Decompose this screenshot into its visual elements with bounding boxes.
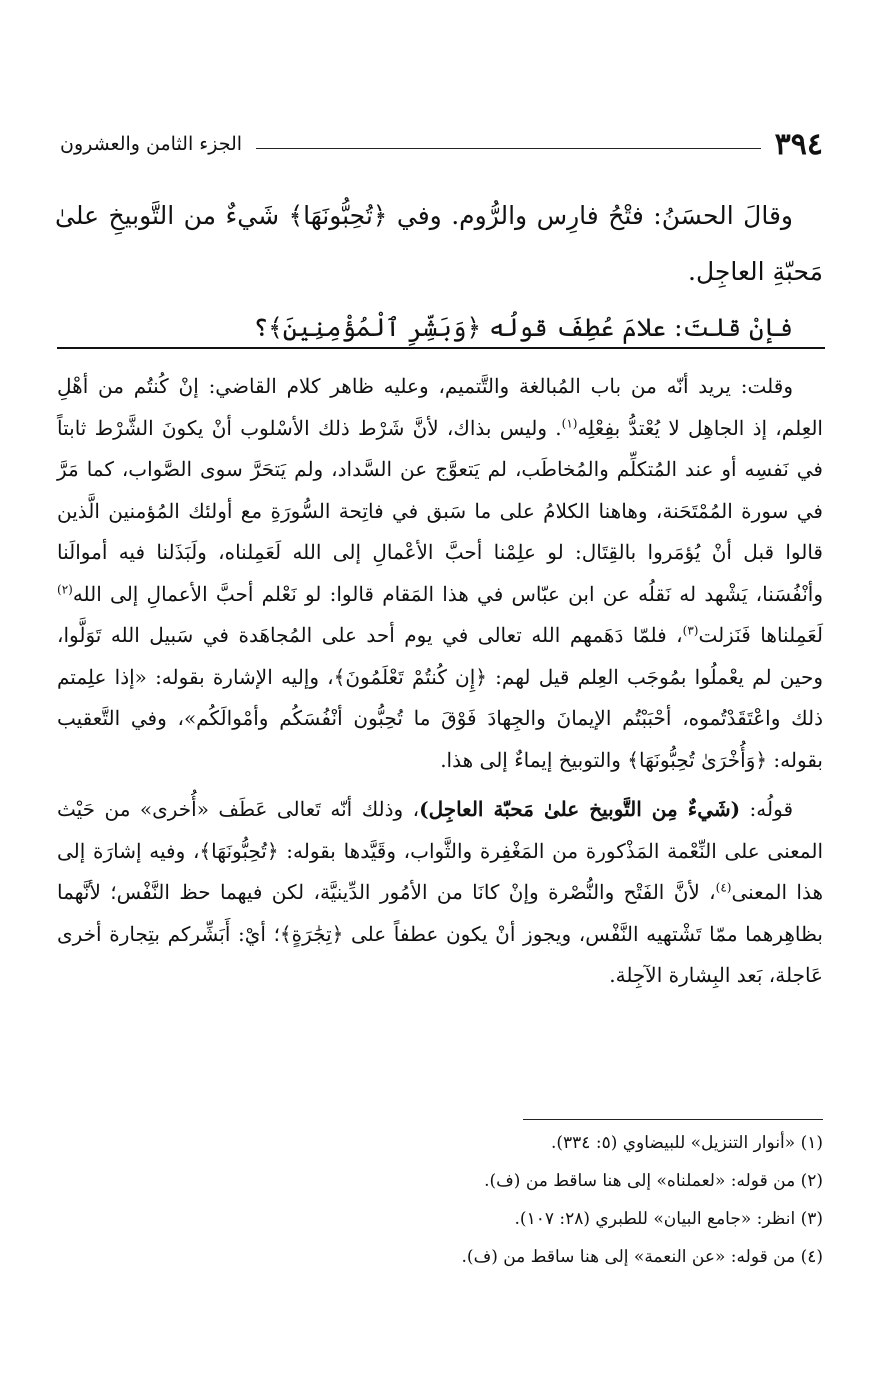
- page-number: ٣٩٤: [774, 126, 823, 162]
- commentary-text: ، وذلك أنّه تَعالى عَطَف «أُخرى» من حَيْث المعنى على النِّعْمة المَذْكورة من المَغْفِرة والثَّواب، وقَيَّدها بقوله: ﴿تُحِبُّونَهَا﴾، وفيه إشارَة إلى هذا المعنى: [57, 797, 824, 904]
- commentary-text: وقلت: يريد أنّه من باب المُبالغة والتَّتميم، وعليه ظاهر كلام القاضي: إنْ كُنتُم من أهْلِ العِلم، إذ الجاهِل لا يُعْتدُّ بفِعْلِه: [57, 374, 823, 440]
- commentary-lemma: (شَيءٌ مِن التَّوبيخ علىٰ مَحبّة العاجِل): [419, 797, 741, 821]
- section-divider: [57, 347, 825, 349]
- commentary-text: . وليس بذاك، لأنَّ شَرْط ذلك الأسْلوب أنْ يكونَ الشَّرْط ثابتاً في نَفسِه أو عند المُتكلِّم والمُخاطَب، لم يَتعوَّج عن السَّداد، ولم يَتحَرَّ سوى الصَّواب، كما مَرَّ في سورة المُمْتَحَنة، وهاهنا الكلامُ على ما سَبق في فاتِحة السُّورَةِ مع أولئك المُؤمنين الَّذين قالوا قبل أنْ يُؤمَروا بالقِتَال: لو علِمْنا أحبَّ الأعْمالِ إلى الله لَعَمِلناه، ولَبَذَلنا فيه أموالَنا وأنْفُسَنا، يَشْهد له نَقلُه عن ابن عبّاس في هذا المَقام قالوا: لو نَعْلم أحبَّ الأعمالِ إلى الله: [57, 415, 823, 606]
- footnotes: [200, 1124, 823, 1276]
- footnote-ref: (٣): [682, 623, 699, 638]
- main-text: [55, 188, 823, 356]
- footnote-ref: (٢): [57, 581, 73, 596]
- footnote: (٣) انظر: «جامع البيان» للطبري (٢٨: ١٠٧).: [514, 1209, 823, 1229]
- footnote-rule: [523, 1119, 823, 1120]
- commentary-lemma-label: قولُه:: [740, 797, 794, 821]
- commentary-paragraph: [57, 789, 823, 997]
- commentary: [57, 366, 823, 997]
- footnote: (١) «أنوار التنزيل» للبيضاوي (٥: ٣٣٤).: [550, 1133, 823, 1153]
- footnote-ref: (٤): [715, 880, 732, 895]
- main-text-line: وقالَ الحسَنُ: فتْحُ فارِس والرُّوم. وفي ﴿تُحِبُّونَهَا﴾ شَيءٌ من التَّوبيخِ علىٰ مَحبّةِ العاجِل.: [55, 201, 823, 286]
- main-text-question: فإنْ قلتَ: علامَ عُطِفَ قولُه ﴿وَبَشِّرِ ٱلْمُؤْمِنِينَ﴾؟: [253, 313, 793, 342]
- commentary-text: لَعَمِلناها فَنَزلت: [698, 623, 823, 647]
- footnote: (٤) من قوله: «عن النعمة» إلى هنا ساقط من (ف).: [461, 1247, 823, 1267]
- commentary-paragraph: [57, 366, 823, 781]
- footnote-ref: (١): [561, 415, 578, 430]
- commentary-text: ، لأنَّ الفَتْح والنُّصْرة وإنْ كانَا من الأمُور الدِّينيَّة، لكن فيهما حظ النَّفْس؛ لأنَّهما بظاهِرهما ممّا تَشْتهيه النَّفْس، ويجوز أنْ يكون عطفاً على ﴿تِجَٰرَةٍ﴾؛ أيْ: أَبَشِّركم بتِجارة أخرى عَاجلة، بَعد البِشارة الآجِلة.: [57, 880, 823, 987]
- header-rule: [256, 148, 761, 149]
- footnote: (٢) من قوله: «لعملناه» إلى هنا ساقط من (ف).: [484, 1171, 823, 1191]
- running-title: الجزء الثامن والعشرون: [60, 133, 243, 155]
- page-header: [60, 122, 823, 166]
- commentary-text: ، فلمّا دَهَمهم الله تعالى في يوم أحد على المُجاهَدة في سَبيل الله تَوَلَّوا، وحين لم يعْملُوا بمُوجَب العِلم قيل لهم: ﴿إِن كُنتُمْ تَعْلَمُونَ﴾، وإليه الإشارة بقوله: «إذا علِمتم ذلك واعْتَقَدْتُموه، أحْبَبْتُم الإيمانَ والجِهادَ فَوْقَ ما تُحِبُّون أنْفُسَكُم وأمْوالَكُم»، وفي التَّعقيب بقوله: ﴿وَأُخْرَىٰ تُحِبُّونَهَا﴾ والتوبيخ إيماءٌ إلى هذا.: [57, 623, 823, 772]
